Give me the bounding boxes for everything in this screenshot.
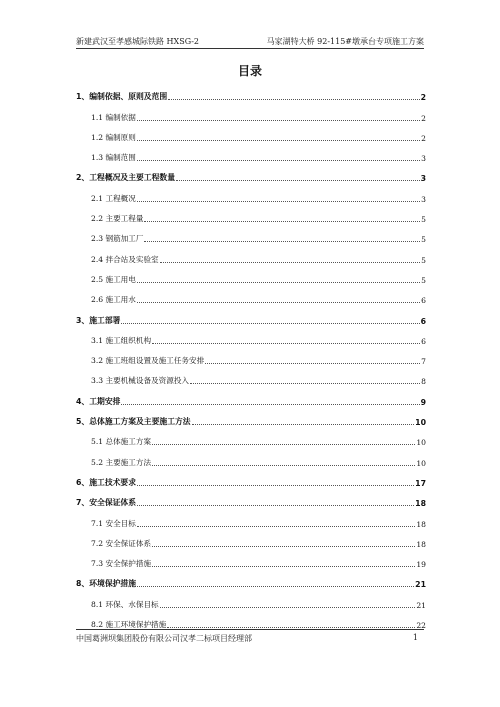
toc-entry-label: 8、环境保护措施 [76, 579, 137, 589]
toc-entry-page: 6 [421, 336, 426, 346]
toc-leader-dots [152, 343, 420, 344]
toc-entry-label: 3.2 施工班组设置及施工任务安排 [91, 356, 205, 366]
toc-entry-section[interactable] [76, 366, 426, 386]
toc-entry-page: 2 [421, 113, 426, 123]
page-header [76, 34, 424, 49]
toc-entry-label: 2、工程概况及主要工程数量 [76, 173, 175, 183]
toc-entry-page: 6 [421, 296, 426, 306]
header-project-name: 新建武汉至孝感城际铁路 HXSG-2 [76, 37, 200, 46]
toc-entry-section[interactable] [76, 346, 426, 366]
toc-entry-label: 3、施工部署 [76, 315, 121, 325]
toc-leader-dots [137, 586, 414, 587]
toc-entry-chapter[interactable] [76, 82, 426, 102]
toc-entry-chapter[interactable] [76, 407, 426, 427]
toc-leader-dots [137, 140, 420, 141]
toc-leader-dots [152, 566, 415, 567]
toc-entry-page: 2 [420, 93, 426, 103]
toc-leader-dots [152, 465, 415, 466]
toc-entry-section[interactable] [76, 589, 426, 609]
toc-leader-dots [176, 180, 420, 181]
toc-entry-chapter[interactable] [76, 163, 426, 183]
toc-leader-dots [137, 282, 420, 283]
toc-entry-label: 7.3 安全保护措施 [91, 559, 152, 569]
toc-entry-section[interactable] [76, 224, 426, 244]
toc-entry-page: 3 [421, 154, 426, 164]
toc-leader-dots [137, 485, 414, 486]
toc-leader-dots [168, 99, 419, 100]
toc-entry-page: 18 [416, 519, 426, 529]
toc-entry-label: 7.1 安全目标 [91, 518, 136, 528]
table-of-contents [76, 82, 426, 630]
toc-entry-label: 8.2 施工环境保护措施 [91, 620, 167, 630]
toc-entry-chapter[interactable] [76, 386, 426, 406]
toc-entry-label: 1.3 编制范围 [91, 153, 136, 163]
toc-entry-chapter[interactable] [76, 468, 426, 488]
toc-entry-page: 10 [416, 438, 426, 448]
toc-entry-label: 2.3 钢筋加工厂 [91, 234, 144, 244]
toc-entry-page: 5 [421, 275, 426, 285]
toc-leader-dots [167, 627, 415, 628]
toc-entry-page: 21 [415, 580, 426, 590]
toc-entry-label: 4、工期安排 [76, 396, 121, 406]
toc-entry-label: 7.2 安全保证体系 [91, 538, 152, 548]
toc-entry-page: 5 [421, 255, 426, 265]
toc-entry-page: 9 [420, 397, 426, 407]
toc-entry-page: 2 [421, 133, 426, 143]
toc-entry-label: 5.1 总体施工方案 [91, 437, 152, 447]
toc-entry-section[interactable] [76, 143, 426, 163]
toc-entry-section[interactable] [76, 610, 426, 630]
toc-entry-label: 5.2 主要施工方法 [91, 457, 152, 467]
toc-title: 目录 [237, 64, 262, 78]
toc-entry-label: 6、施工技术要求 [76, 477, 137, 487]
toc-leader-dots [160, 262, 421, 263]
toc-entry-page: 10 [415, 418, 426, 428]
toc-leader-dots [121, 323, 419, 324]
toc-entry-label: 5、总体施工方案及主要施工方法 [76, 417, 191, 427]
footer-organization: 中国葛洲坝集团股份有限公司汉孝二标项目经理部 [76, 634, 252, 643]
toc-entry-section[interactable] [76, 427, 426, 447]
toc-entry-section[interactable] [76, 508, 426, 528]
toc-entry-section[interactable] [76, 529, 426, 549]
header-document-name: 马家湖特大桥 92-115#墩承台专项施工方案 [266, 37, 424, 46]
toc-entry-section[interactable] [76, 102, 426, 122]
toc-entry-label: 3.1 施工组织机构 [91, 335, 152, 345]
toc-entry-label: 2.2 主要工程量 [91, 214, 144, 224]
toc-entry-section[interactable] [76, 183, 426, 203]
page-footer [76, 629, 424, 644]
toc-entry-chapter[interactable] [76, 488, 426, 508]
toc-entry-page: 18 [416, 539, 426, 549]
toc-leader-dots [205, 363, 420, 364]
toc-entry-page: 3 [420, 174, 426, 184]
footer-page-number: 1 [412, 633, 418, 642]
toc-entry-page: 18 [415, 499, 426, 509]
toc-entry-page: 22 [416, 621, 426, 631]
toc-entry-label: 2.1 工程概况 [91, 193, 136, 203]
toc-leader-dots [137, 302, 420, 303]
toc-leader-dots [144, 241, 420, 242]
toc-leader-dots [152, 444, 415, 445]
toc-entry-section[interactable] [76, 123, 426, 143]
toc-entry-section[interactable] [76, 244, 426, 264]
toc-entry-page: 5 [421, 215, 426, 225]
toc-leader-dots [152, 546, 415, 547]
toc-leader-dots [121, 404, 419, 405]
toc-leader-dots [192, 424, 415, 425]
toc-entry-chapter[interactable] [76, 569, 426, 589]
toc-entry-page: 7 [421, 357, 426, 367]
toc-entry-chapter[interactable] [76, 305, 426, 325]
toc-entry-label: 1.1 编制依据 [91, 112, 136, 122]
toc-entry-section[interactable] [76, 285, 426, 305]
toc-entry-label: 8.1 环保、水保目标 [91, 599, 159, 609]
toc-entry-page: 8 [421, 377, 426, 387]
toc-leader-dots [190, 383, 420, 384]
toc-entry-label: 1、编制依据、原则及范围 [76, 92, 168, 102]
toc-entry-page: 3 [421, 194, 426, 204]
toc-leader-dots [160, 607, 416, 608]
toc-leader-dots [137, 120, 420, 121]
toc-entry-label: 3.3 主要机械设备及资源投入 [91, 376, 190, 386]
toc-entry-page: 5 [421, 235, 426, 245]
toc-entry-label: 2.5 施工用电 [91, 274, 136, 284]
toc-entry-section[interactable] [76, 549, 426, 569]
toc-leader-dots [137, 526, 415, 527]
toc-leader-dots [144, 221, 420, 222]
toc-entry-page: 6 [420, 316, 426, 326]
toc-entry-page: 17 [415, 478, 426, 488]
toc-entry-page: 10 [416, 458, 426, 468]
toc-entry-label: 2.6 施工用水 [91, 295, 136, 305]
toc-leader-dots [137, 505, 414, 506]
toc-entry-page: 19 [416, 560, 426, 570]
toc-entry-page: 21 [416, 600, 426, 610]
toc-leader-dots [137, 160, 420, 161]
toc-entry-section[interactable] [76, 265, 426, 285]
toc-leader-dots [137, 201, 420, 202]
toc-entry-label: 1.2 编制原则 [91, 132, 136, 142]
toc-entry-label: 7、安全保证体系 [76, 498, 137, 508]
toc-entry-section[interactable] [76, 204, 426, 224]
toc-entry-section[interactable] [76, 326, 426, 346]
toc-entry-section[interactable] [76, 447, 426, 467]
toc-entry-label: 2.4 拌合站及实验室 [91, 254, 159, 264]
